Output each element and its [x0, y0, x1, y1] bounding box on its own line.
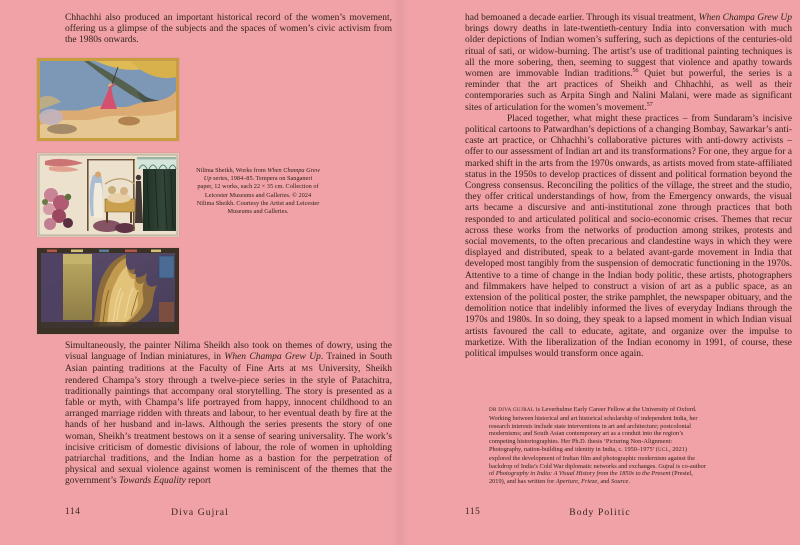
intro-paragraph: Chhachhi also produced an important historical record of the women’s movement, offering us a glimpse of the subjects and the spaces of women’s civic activism from the 1980s onwards.: [65, 13, 392, 46]
right-paragraph-2: Placed together, what might these practices – from Sundaram’s incisive political cartoons to Patwardhan’s depictions of a changing Bombay, Sawarkar’s anti-caste art practice, or Chhachhi’s collaborative pictures with anti-dowry activists – offer to our assessment of Indian art and its transformations? For one, they argue for a marked shift in the arts from the 1970s onwards, as artists moved from state-affiliated status in the 1950s to develop practices of dissent and political formation beyond the Congress consensus. Reconciling the politics of the village, the street and the studio, they offer critical understandings of how, from the Emergency onwards, the visual arts became a discursive and anti-institutional zone through practices that both responded to and articulated political and socio-economic crises. Themes that recur across these works from the networks of production among strikes, protests and social movements, to the often precarious and clandestine ways in which they were displayed and distributed, speak to a belated avant-garde movement in India that developed most tangibly from the suspension of democratic functioning in the 1970s. Attentive to a time of change in the Indian body politic, these artists, photographers and filmmakers have helped to construct a vision of art as a public space, as an extension of the political poster, the strike pamphlet, the newspaper obituary, and the demolition notice that indelibly informed the lives of everyday Indians through the 1970s and 1980s. In so doing, they speak to a lapsed moment in which Indian visual artists favoured the call to educate, agitate, and organize over the impulse to marketize. With the liberalization of the Indian economy in 1991, of course, these political impulses would transform once again.: [465, 113, 792, 360]
right-page: [400, 0, 800, 545]
artwork-fire-scene: [37, 248, 179, 334]
swing-scene-painting: [37, 58, 179, 141]
running-title-left: Diva Gujral: [171, 507, 229, 518]
artwork-swing-scene: [37, 58, 179, 141]
running-title-right: Body Politic: [569, 507, 631, 518]
page-number-right: 115: [465, 507, 481, 517]
page-number-left: 114: [65, 507, 81, 517]
author-bio: DR DIVA GUJRAL is Leverhulme Early Career Fellow at the University of Oxford. Working between historical and art historical scholarship of independent India, her research interests include state interventions in art and architecture; postcolonial modernisms; and South Asian contemporary art as a conduit into the region’s competing historiographies. Her Ph.D. thesis ‘Picturing Non-Alignment: Photography, nation-building and identity in India, c. 1950–1975’ (UCL, 2021) explored the development of Indian film and photographic modernism against the backdrop of India’s Cold War diplomatic networks and exchanges. Gujral is co-author of Photography in India: A Visual History from the 1850s to the Present (Prestel, 2019), and has written for Aperture, Frieze, and Source.: [489, 406, 706, 486]
artwork-wedding-scene: [37, 153, 179, 237]
right-text-column: [465, 13, 792, 360]
figure-caption: Nilima Sheikh, Works from When Champa Grew Up series, 1984–85. Tempera on Sanganeri paper, 12 works, each 22 × 35 cm. Collection of Leicester Museums and Galleries. © 2024 Nilima Sheikh. Courtesy the Artist and Leicester Museums and Galleries.: [196, 167, 320, 216]
left-body-paragraph: Simultaneously, the painter Nilima Sheikh also took on themes of dowry, using the visual language of Indian miniatures, in When Champa Grew Up. Trained in South Asian painting traditions at the Faculty of Fine Arts at MS University, Sheikh rendered Champa’s story through a twelve-piece series in the style of Patachitra, traditionally paintings that accompany oral storytelling. The story is presented as a fable or myth, with Champa’s life portrayed from happy, innocent childhood to an arranged marriage ridden with threats and labour, to her eventual death by fire at the hands of her husband and in-laws. Although the series presents the story of one woman, Sheikh’s treatment bestows on it a sense of searing universality. The work’s incisive criticism of domestic divisions of labour, the role of women in upholding patriarchal traditions, and the Indian home as a bastion for the perpetration of physical and sexual violence against women is reminiscent of the themes that the government’s Towards Equality report: [65, 341, 392, 487]
fire-scene-painting: [37, 248, 179, 334]
right-paragraph-1: had bemoaned a decade earlier. Through its visual treatment, When Champa Grew Up brings dowry deaths in late-twentieth-century India into conversation with much older depictions of Indian women’s suffering, such as depictions of the centuries-old ritual of sati, or widow-burning. The artist’s use of traditional painting techniques is all the more sobering, then, seeming to suggest that violence and apathy towards women are immovable Indian traditions.$^{56}$ Quiet but powerful, the series is a reminder that the art practices of Sheikh and Chhachhi, as well as their contemporaries such as Arpita Singh and Nalini Malani, were made as significant sites of articulation for the women’s movement.$^{57}$: [465, 13, 792, 113]
wedding-scene-painting: [37, 153, 179, 237]
